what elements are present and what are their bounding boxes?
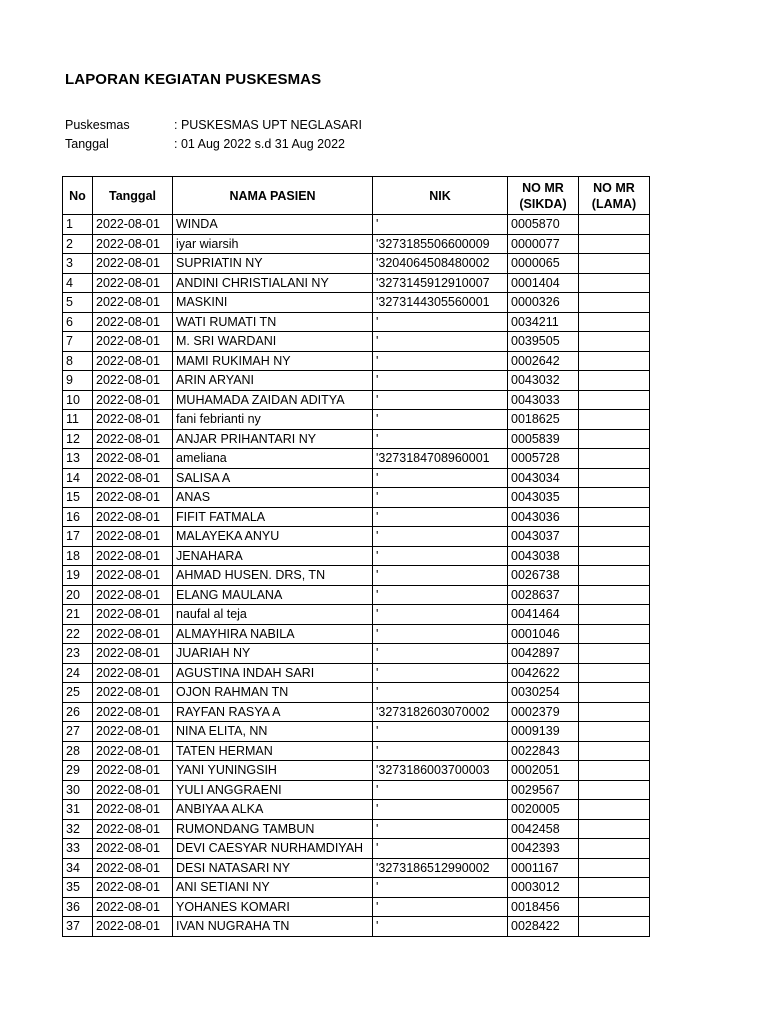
cell-no-mr-lama bbox=[579, 351, 650, 371]
table-row bbox=[63, 527, 650, 547]
cell-nama-pasien: DEVI CAESYAR NURHAMDIYAH bbox=[173, 839, 373, 859]
cell-nama-pasien: ANAS bbox=[173, 488, 373, 508]
header-no-mr-sikda-line1: NO MR bbox=[522, 180, 564, 195]
cell-tanggal: 2022-08-01 bbox=[93, 644, 173, 664]
cell-nik: ' bbox=[373, 410, 508, 430]
cell-no: 30 bbox=[63, 780, 93, 800]
cell-no: 1 bbox=[63, 215, 93, 235]
header-no-mr-sikda-line2: (SIKDA) bbox=[519, 196, 567, 211]
cell-nama-pasien: MUHAMADA ZAIDAN ADITYA bbox=[173, 390, 373, 410]
cell-no-mr-lama bbox=[579, 332, 650, 352]
cell-tanggal: 2022-08-01 bbox=[93, 234, 173, 254]
header-no-mr-sikda bbox=[508, 177, 579, 215]
cell-nik: '3273144305560001 bbox=[373, 293, 508, 313]
cell-nama-pasien: JENAHARA bbox=[173, 546, 373, 566]
cell-nama-pasien: iyar wiarsih bbox=[173, 234, 373, 254]
cell-nik: ' bbox=[373, 917, 508, 937]
table-row bbox=[63, 371, 650, 391]
table-row bbox=[63, 624, 650, 644]
cell-nama-pasien: SALISA A bbox=[173, 468, 373, 488]
cell-tanggal: 2022-08-01 bbox=[93, 800, 173, 820]
cell-no-mr-sikda: 0042458 bbox=[508, 819, 579, 839]
tanggal-value: : 01 Aug 2022 s.d 31 Aug 2022 bbox=[174, 137, 345, 151]
cell-nik: ' bbox=[373, 644, 508, 664]
table-row bbox=[63, 663, 650, 683]
cell-tanggal: 2022-08-01 bbox=[93, 839, 173, 859]
cell-tanggal: 2022-08-01 bbox=[93, 351, 173, 371]
cell-no-mr-sikda: 0028637 bbox=[508, 585, 579, 605]
cell-no-mr-lama bbox=[579, 780, 650, 800]
cell-nik: ' bbox=[373, 741, 508, 761]
cell-nik: ' bbox=[373, 215, 508, 235]
cell-nama-pasien: fani febrianti ny bbox=[173, 410, 373, 430]
cell-no-mr-lama bbox=[579, 819, 650, 839]
puskesmas-label: Puskesmas bbox=[65, 118, 130, 132]
cell-nik: ' bbox=[373, 390, 508, 410]
header-no-mr-lama bbox=[579, 177, 650, 215]
cell-tanggal: 2022-08-01 bbox=[93, 332, 173, 352]
cell-tanggal: 2022-08-01 bbox=[93, 663, 173, 683]
cell-tanggal: 2022-08-01 bbox=[93, 429, 173, 449]
cell-no: 16 bbox=[63, 507, 93, 527]
cell-no-mr-sikda: 0001046 bbox=[508, 624, 579, 644]
cell-no-mr-lama bbox=[579, 566, 650, 586]
table-row bbox=[63, 332, 650, 352]
cell-no: 9 bbox=[63, 371, 93, 391]
cell-nama-pasien: ANDINI CHRISTIALANI NY bbox=[173, 273, 373, 293]
table-row bbox=[63, 293, 650, 313]
cell-no-mr-sikda: 0018625 bbox=[508, 410, 579, 430]
cell-no-mr-sikda: 0009139 bbox=[508, 722, 579, 742]
cell-no: 35 bbox=[63, 878, 93, 898]
cell-no-mr-sikda: 0002379 bbox=[508, 702, 579, 722]
cell-no-mr-sikda: 0000065 bbox=[508, 254, 579, 274]
cell-nama-pasien: MASKINI bbox=[173, 293, 373, 313]
cell-nama-pasien: MALAYEKA ANYU bbox=[173, 527, 373, 547]
cell-nik: '3273182603070002 bbox=[373, 702, 508, 722]
cell-nama-pasien: ELANG MAULANA bbox=[173, 585, 373, 605]
cell-no: 4 bbox=[63, 273, 93, 293]
cell-nama-pasien: YULI ANGGRAENI bbox=[173, 780, 373, 800]
table-row bbox=[63, 449, 650, 469]
cell-no: 29 bbox=[63, 761, 93, 781]
cell-nama-pasien: ALMAYHIRA NABILA bbox=[173, 624, 373, 644]
cell-no: 34 bbox=[63, 858, 93, 878]
cell-tanggal: 2022-08-01 bbox=[93, 449, 173, 469]
cell-no: 2 bbox=[63, 234, 93, 254]
cell-no-mr-lama bbox=[579, 371, 650, 391]
cell-tanggal: 2022-08-01 bbox=[93, 702, 173, 722]
cell-no-mr-lama bbox=[579, 527, 650, 547]
cell-no-mr-lama bbox=[579, 917, 650, 937]
cell-no: 31 bbox=[63, 800, 93, 820]
cell-tanggal: 2022-08-01 bbox=[93, 917, 173, 937]
cell-nik: ' bbox=[373, 488, 508, 508]
cell-no-mr-lama bbox=[579, 800, 650, 820]
cell-nama-pasien: IVAN NUGRAHA TN bbox=[173, 917, 373, 937]
cell-no-mr-sikda: 0000326 bbox=[508, 293, 579, 313]
table-row bbox=[63, 312, 650, 332]
cell-tanggal: 2022-08-01 bbox=[93, 215, 173, 235]
cell-tanggal: 2022-08-01 bbox=[93, 585, 173, 605]
cell-nik: ' bbox=[373, 332, 508, 352]
cell-nik: ' bbox=[373, 897, 508, 917]
cell-no-mr-sikda: 0043038 bbox=[508, 546, 579, 566]
cell-no: 14 bbox=[63, 468, 93, 488]
cell-nik: ' bbox=[373, 371, 508, 391]
cell-no-mr-sikda: 0002642 bbox=[508, 351, 579, 371]
cell-tanggal: 2022-08-01 bbox=[93, 624, 173, 644]
cell-no-mr-lama bbox=[579, 254, 650, 274]
cell-no-mr-lama bbox=[579, 390, 650, 410]
cell-nama-pasien: OJON RAHMAN TN bbox=[173, 683, 373, 703]
table-row bbox=[63, 917, 650, 937]
table-row bbox=[63, 273, 650, 293]
table-row bbox=[63, 800, 650, 820]
cell-no-mr-lama bbox=[579, 683, 650, 703]
cell-nama-pasien: ameliana bbox=[173, 449, 373, 469]
report-title: LAPORAN KEGIATAN PUSKESMAS bbox=[65, 71, 322, 88]
table-row bbox=[63, 254, 650, 274]
table-row bbox=[63, 702, 650, 722]
cell-no-mr-sikda: 0043035 bbox=[508, 488, 579, 508]
table-row bbox=[63, 566, 650, 586]
cell-no: 23 bbox=[63, 644, 93, 664]
cell-no: 5 bbox=[63, 293, 93, 313]
table-row bbox=[63, 488, 650, 508]
cell-no-mr-lama bbox=[579, 858, 650, 878]
cell-no-mr-lama bbox=[579, 702, 650, 722]
cell-no-mr-lama bbox=[579, 741, 650, 761]
cell-nama-pasien: YANI YUNINGSIH bbox=[173, 761, 373, 781]
cell-nik: '3204064508480002 bbox=[373, 254, 508, 274]
cell-tanggal: 2022-08-01 bbox=[93, 683, 173, 703]
cell-tanggal: 2022-08-01 bbox=[93, 410, 173, 430]
table-row bbox=[63, 722, 650, 742]
cell-nama-pasien: JUARIAH NY bbox=[173, 644, 373, 664]
cell-no-mr-lama bbox=[579, 312, 650, 332]
table-row bbox=[63, 741, 650, 761]
table-row bbox=[63, 351, 650, 371]
table-row bbox=[63, 429, 650, 449]
table-row bbox=[63, 644, 650, 664]
cell-no-mr-lama bbox=[579, 624, 650, 644]
cell-tanggal: 2022-08-01 bbox=[93, 741, 173, 761]
table-row bbox=[63, 507, 650, 527]
cell-nik: ' bbox=[373, 800, 508, 820]
header-no-mr-lama-line1: NO MR bbox=[593, 180, 635, 195]
cell-tanggal: 2022-08-01 bbox=[93, 878, 173, 898]
cell-no-mr-sikda: 0043034 bbox=[508, 468, 579, 488]
cell-no: 11 bbox=[63, 410, 93, 430]
cell-nik: ' bbox=[373, 566, 508, 586]
cell-no-mr-lama bbox=[579, 488, 650, 508]
cell-no: 3 bbox=[63, 254, 93, 274]
cell-no-mr-sikda: 0020005 bbox=[508, 800, 579, 820]
cell-no-mr-lama bbox=[579, 410, 650, 430]
cell-nik: ' bbox=[373, 312, 508, 332]
cell-no-mr-lama bbox=[579, 449, 650, 469]
table-row bbox=[63, 410, 650, 430]
cell-no: 15 bbox=[63, 488, 93, 508]
cell-tanggal: 2022-08-01 bbox=[93, 780, 173, 800]
cell-no-mr-sikda: 0030254 bbox=[508, 683, 579, 703]
cell-nama-pasien: AGUSTINA INDAH SARI bbox=[173, 663, 373, 683]
cell-no-mr-sikda: 0029567 bbox=[508, 780, 579, 800]
cell-no-mr-lama bbox=[579, 878, 650, 898]
cell-no-mr-lama bbox=[579, 644, 650, 664]
cell-no-mr-sikda: 0042897 bbox=[508, 644, 579, 664]
cell-tanggal: 2022-08-01 bbox=[93, 605, 173, 625]
table-row bbox=[63, 761, 650, 781]
cell-no: 17 bbox=[63, 527, 93, 547]
cell-nama-pasien: ARIN ARYANI bbox=[173, 371, 373, 391]
cell-no: 36 bbox=[63, 897, 93, 917]
cell-no: 26 bbox=[63, 702, 93, 722]
cell-nik: ' bbox=[373, 878, 508, 898]
cell-nik: ' bbox=[373, 624, 508, 644]
cell-no: 33 bbox=[63, 839, 93, 859]
cell-nik: ' bbox=[373, 663, 508, 683]
cell-tanggal: 2022-08-01 bbox=[93, 293, 173, 313]
cell-no-mr-sikda: 0003012 bbox=[508, 878, 579, 898]
table-header-row bbox=[63, 177, 650, 215]
cell-no-mr-sikda: 0018456 bbox=[508, 897, 579, 917]
cell-no-mr-lama bbox=[579, 429, 650, 449]
cell-no: 27 bbox=[63, 722, 93, 742]
cell-nama-pasien: WATI RUMATI TN bbox=[173, 312, 373, 332]
cell-nama-pasien: DESI NATASARI NY bbox=[173, 858, 373, 878]
cell-nik: '3273186512990002 bbox=[373, 858, 508, 878]
cell-tanggal: 2022-08-01 bbox=[93, 254, 173, 274]
table-row bbox=[63, 683, 650, 703]
table-row bbox=[63, 546, 650, 566]
cell-no-mr-sikda: 0005870 bbox=[508, 215, 579, 235]
cell-no-mr-sikda: 0043036 bbox=[508, 507, 579, 527]
cell-no: 18 bbox=[63, 546, 93, 566]
cell-nama-pasien: SUPRIATIN NY bbox=[173, 254, 373, 274]
cell-no: 19 bbox=[63, 566, 93, 586]
cell-no-mr-sikda: 0022843 bbox=[508, 741, 579, 761]
cell-no-mr-lama bbox=[579, 663, 650, 683]
cell-nama-pasien: ANBIYAA ALKA bbox=[173, 800, 373, 820]
cell-tanggal: 2022-08-01 bbox=[93, 371, 173, 391]
cell-nik: ' bbox=[373, 527, 508, 547]
cell-nama-pasien: naufal al teja bbox=[173, 605, 373, 625]
cell-tanggal: 2022-08-01 bbox=[93, 507, 173, 527]
cell-nama-pasien: M. SRI WARDANI bbox=[173, 332, 373, 352]
cell-nama-pasien: WINDA bbox=[173, 215, 373, 235]
cell-tanggal: 2022-08-01 bbox=[93, 468, 173, 488]
cell-no-mr-lama bbox=[579, 546, 650, 566]
cell-no: 6 bbox=[63, 312, 93, 332]
cell-no: 20 bbox=[63, 585, 93, 605]
cell-nik: ' bbox=[373, 429, 508, 449]
cell-no-mr-lama bbox=[579, 761, 650, 781]
header-nik: NIK bbox=[373, 177, 508, 215]
table-row bbox=[63, 878, 650, 898]
cell-tanggal: 2022-08-01 bbox=[93, 390, 173, 410]
cell-no-mr-sikda: 0042622 bbox=[508, 663, 579, 683]
cell-no: 7 bbox=[63, 332, 93, 352]
cell-nik: '3273145912910007 bbox=[373, 273, 508, 293]
cell-nama-pasien: TATEN HERMAN bbox=[173, 741, 373, 761]
cell-no: 24 bbox=[63, 663, 93, 683]
cell-no-mr-sikda: 0026738 bbox=[508, 566, 579, 586]
cell-no: 8 bbox=[63, 351, 93, 371]
cell-no-mr-sikda: 0043033 bbox=[508, 390, 579, 410]
cell-no-mr-sikda: 0039505 bbox=[508, 332, 579, 352]
cell-no-mr-sikda: 0005839 bbox=[508, 429, 579, 449]
cell-nik: ' bbox=[373, 507, 508, 527]
cell-no-mr-lama bbox=[579, 897, 650, 917]
cell-no-mr-sikda: 0043032 bbox=[508, 371, 579, 391]
table-row bbox=[63, 839, 650, 859]
cell-no-mr-sikda: 0002051 bbox=[508, 761, 579, 781]
cell-nama-pasien: FIFIT FATMALA bbox=[173, 507, 373, 527]
cell-tanggal: 2022-08-01 bbox=[93, 546, 173, 566]
cell-no-mr-lama bbox=[579, 839, 650, 859]
cell-nik: ' bbox=[373, 722, 508, 742]
cell-no: 37 bbox=[63, 917, 93, 937]
cell-no-mr-lama bbox=[579, 234, 650, 254]
cell-no: 10 bbox=[63, 390, 93, 410]
cell-no-mr-sikda: 0001404 bbox=[508, 273, 579, 293]
cell-nik: ' bbox=[373, 605, 508, 625]
cell-nama-pasien: MAMI RUKIMAH NY bbox=[173, 351, 373, 371]
table-row bbox=[63, 390, 650, 410]
cell-no: 22 bbox=[63, 624, 93, 644]
cell-tanggal: 2022-08-01 bbox=[93, 488, 173, 508]
cell-nama-pasien: AHMAD HUSEN. DRS, TN bbox=[173, 566, 373, 586]
table-row bbox=[63, 780, 650, 800]
table-row bbox=[63, 897, 650, 917]
cell-nik: ' bbox=[373, 839, 508, 859]
cell-nama-pasien: RUMONDANG TAMBUN bbox=[173, 819, 373, 839]
cell-tanggal: 2022-08-01 bbox=[93, 722, 173, 742]
cell-tanggal: 2022-08-01 bbox=[93, 566, 173, 586]
cell-tanggal: 2022-08-01 bbox=[93, 527, 173, 547]
cell-no-mr-sikda: 0042393 bbox=[508, 839, 579, 859]
cell-nama-pasien: ANJAR PRIHANTARI NY bbox=[173, 429, 373, 449]
cell-tanggal: 2022-08-01 bbox=[93, 273, 173, 293]
cell-no-mr-lama bbox=[579, 605, 650, 625]
cell-no: 32 bbox=[63, 819, 93, 839]
cell-no: 21 bbox=[63, 605, 93, 625]
cell-tanggal: 2022-08-01 bbox=[93, 312, 173, 332]
cell-no-mr-sikda: 0043037 bbox=[508, 527, 579, 547]
cell-tanggal: 2022-08-01 bbox=[93, 761, 173, 781]
table-row bbox=[63, 585, 650, 605]
cell-no: 12 bbox=[63, 429, 93, 449]
cell-no-mr-lama bbox=[579, 585, 650, 605]
cell-no: 25 bbox=[63, 683, 93, 703]
cell-no-mr-sikda: 0000077 bbox=[508, 234, 579, 254]
table-row bbox=[63, 858, 650, 878]
table-row bbox=[63, 468, 650, 488]
cell-no-mr-lama bbox=[579, 273, 650, 293]
cell-nama-pasien: ANI SETIANI NY bbox=[173, 878, 373, 898]
header-nama-pasien: NAMA PASIEN bbox=[173, 177, 373, 215]
cell-no-mr-sikda: 0001167 bbox=[508, 858, 579, 878]
cell-nik: '3273185506600009 bbox=[373, 234, 508, 254]
cell-no-mr-lama bbox=[579, 215, 650, 235]
cell-no: 13 bbox=[63, 449, 93, 469]
cell-nik: ' bbox=[373, 683, 508, 703]
header-no: No bbox=[63, 177, 93, 215]
patient-table bbox=[62, 176, 650, 937]
header-no-mr-lama-line2: (LAMA) bbox=[591, 196, 637, 211]
cell-no-mr-sikda: 0041464 bbox=[508, 605, 579, 625]
header-tanggal: Tanggal bbox=[93, 177, 173, 215]
cell-no-mr-lama bbox=[579, 722, 650, 742]
cell-no: 28 bbox=[63, 741, 93, 761]
cell-nama-pasien: NINA ELITA, NN bbox=[173, 722, 373, 742]
cell-nik: ' bbox=[373, 468, 508, 488]
cell-no-mr-lama bbox=[579, 507, 650, 527]
tanggal-label: Tanggal bbox=[65, 137, 109, 151]
cell-tanggal: 2022-08-01 bbox=[93, 897, 173, 917]
cell-nama-pasien: YOHANES KOMARI bbox=[173, 897, 373, 917]
cell-nik: '3273184708960001 bbox=[373, 449, 508, 469]
cell-nik: '3273186003700003 bbox=[373, 761, 508, 781]
table-row bbox=[63, 215, 650, 235]
cell-no-mr-sikda: 0028422 bbox=[508, 917, 579, 937]
cell-nama-pasien: RAYFAN RASYA A bbox=[173, 702, 373, 722]
cell-nik: ' bbox=[373, 819, 508, 839]
cell-tanggal: 2022-08-01 bbox=[93, 819, 173, 839]
cell-no-mr-sikda: 0005728 bbox=[508, 449, 579, 469]
cell-nik: ' bbox=[373, 351, 508, 371]
table-row bbox=[63, 819, 650, 839]
table-row bbox=[63, 605, 650, 625]
cell-tanggal: 2022-08-01 bbox=[93, 858, 173, 878]
cell-nik: ' bbox=[373, 585, 508, 605]
puskesmas-value: : PUSKESMAS UPT NEGLASARI bbox=[174, 118, 363, 132]
cell-nik: ' bbox=[373, 546, 508, 566]
table-row bbox=[63, 234, 650, 254]
cell-no-mr-lama bbox=[579, 468, 650, 488]
cell-no-mr-lama bbox=[579, 293, 650, 313]
cell-nik: ' bbox=[373, 780, 508, 800]
cell-no-mr-sikda: 0034211 bbox=[508, 312, 579, 332]
